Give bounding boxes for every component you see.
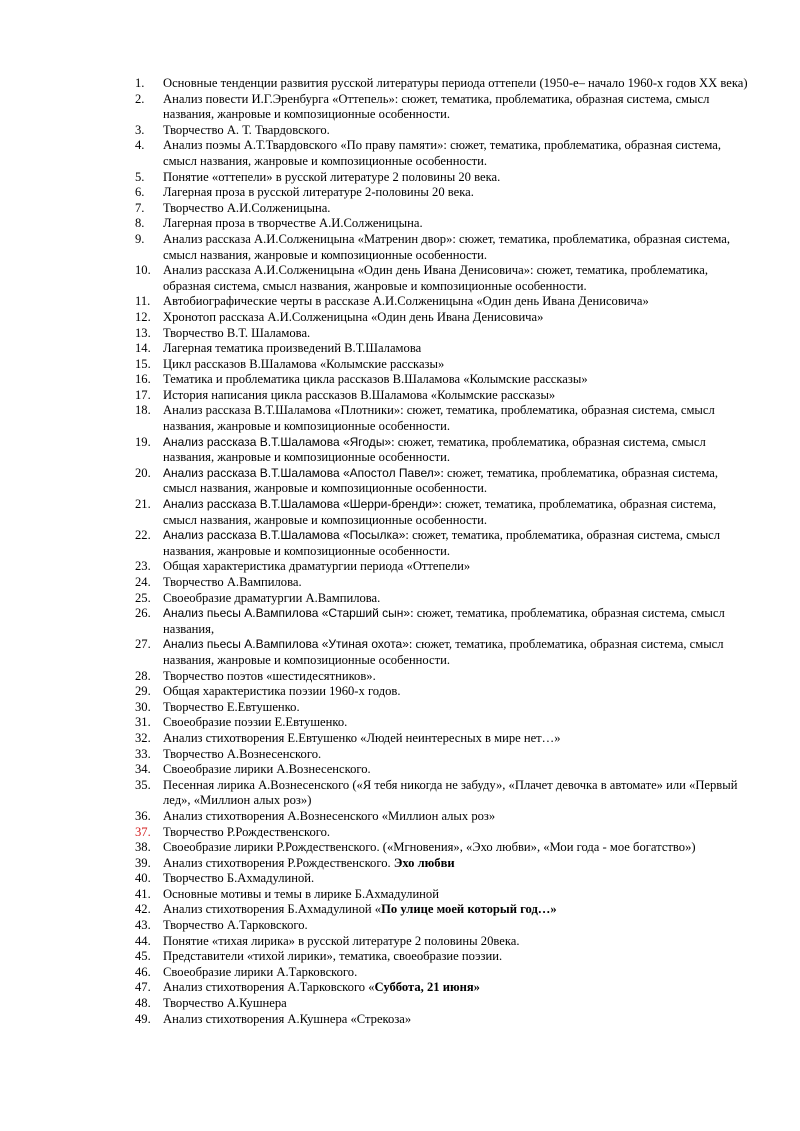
item-text: Общая характеристика драматургии периода «Оттепели» (163, 559, 471, 574)
list-item (135, 497, 750, 528)
item-bold-text: Эхо любви (393, 855, 455, 870)
list-item (135, 856, 750, 872)
item-text: : сюжет, тематика, проблематика, образная система, смысл названия, (163, 606, 725, 636)
item-number: 5. (135, 169, 145, 184)
list-item (135, 263, 750, 294)
item-text: Хронотоп рассказа А.И.Солженицына «Один день Ивана Денисовича» (163, 309, 544, 324)
item-text: Творчество А.Кушнера (163, 996, 287, 1011)
item-number: 45. (135, 949, 151, 964)
item-text: Творчество Е.Евтушенко. (163, 699, 300, 714)
item-text: Творчество А. Т. Твардовского. (163, 122, 330, 137)
list-item (135, 669, 750, 685)
item-number: 18. (135, 403, 151, 418)
item-lead-text: Анализ пьесы А.Вампилова «Утиная охота» (163, 637, 409, 652)
item-text: Тематика и проблематика цикла рассказов В.Шаламова «Колымские рассказы» (163, 372, 588, 387)
item-text: Своеобразие лирики А.Вознесенского. (163, 762, 371, 777)
list-item (135, 965, 750, 981)
item-number: 35. (135, 777, 151, 792)
list-item (135, 138, 750, 169)
item-text: Анализ рассказа А.И.Солженицына «Один день Ивана Денисовича»: сюжет, тематика, проблематика, образная система, смысл названия, жанровые и композиционные особенности. (163, 263, 708, 293)
item-number: 28. (135, 668, 151, 683)
item-number: 27. (135, 637, 151, 652)
item-number: 12. (135, 309, 151, 324)
item-lead-text: Анализ рассказа В.Т.Шаламова «Ягоды» (163, 434, 392, 449)
item-number: 16. (135, 372, 151, 387)
item-text: Своеобразие драматургии А.Вампилова. (163, 590, 381, 605)
item-bold-text: По улице моей который год…» (381, 902, 557, 917)
item-text: Анализ стихотворения Б.Ахмадулиной « (163, 902, 382, 917)
item-text: Творчество А.Вознесенского. (163, 746, 322, 761)
item-text: : сюжет, тематика, проблематика, образная система, смысл названия, жанровые и композиционные особенности. (163, 465, 718, 496)
list-item (135, 201, 750, 217)
item-number: 8. (135, 216, 145, 231)
list-item (135, 170, 750, 186)
item-text: Анализ стихотворения А.Вознесенского «Миллион алых роз» (163, 808, 496, 823)
list-item (135, 809, 750, 825)
item-lead-text: Анализ рассказа В.Т.Шаламова «Шерри-бренди» (163, 497, 439, 512)
item-number: 10. (135, 263, 151, 278)
item-number: 20. (135, 465, 151, 480)
item-text: : сюжет, тематика, проблематика, образная система, смысл названия, жанровые и композиционные особенности. (163, 497, 717, 527)
list-item (135, 466, 750, 497)
list-item (135, 825, 750, 841)
item-text: Своеобразие поэзии Е.Евтушенко. (163, 715, 348, 730)
list-item (135, 762, 750, 778)
list-item (135, 1012, 750, 1028)
list-item (135, 326, 750, 342)
list-item (135, 606, 750, 637)
list-item (135, 310, 750, 326)
item-text: Творчество В.Т. Шаламова. (163, 325, 311, 340)
item-number: 24. (135, 575, 151, 589)
item-number: 26. (135, 606, 151, 621)
item-number: 25. (135, 590, 151, 605)
item-text: Представители «тихой лирики», тематика, своеобразие поэзии. (163, 949, 503, 964)
item-number: 41. (135, 886, 151, 901)
list-item (135, 357, 750, 373)
item-number: 46. (135, 964, 151, 979)
topics-list (135, 76, 750, 1027)
list-item (135, 840, 750, 856)
item-number: 23. (135, 559, 151, 574)
item-text: Анализ рассказа В.Т.Шаламова «Плотники»: сюжет, тематика, проблематика, образная система, смысл названия, жанровые и композиционные особенности. (163, 403, 715, 434)
item-number: 14. (135, 341, 151, 356)
item-number: 42. (135, 902, 151, 917)
list-item (135, 887, 750, 903)
list-item (135, 216, 750, 232)
item-text: Автобиографические черты в рассказе А.И.Солженицына «Один день Ивана Денисовича» (163, 294, 649, 309)
list-item (135, 185, 750, 201)
item-number: 19. (135, 434, 151, 449)
item-number: 2. (135, 91, 145, 106)
item-text: История написания цикла рассказов В.Шаламова «Колымские рассказы» (163, 387, 556, 402)
item-number: 11. (135, 294, 151, 309)
list-item (135, 934, 750, 950)
item-text: Анализ рассказа А.И.Солженицына «Матренин двор»: сюжет, тематика, проблематика, образная система, смысл названия, жанровые и композиционные особенности. (163, 231, 730, 262)
list-item (135, 871, 750, 887)
item-text: : сюжет, тематика, проблематика, образная система, смысл названия, жанровые и композиционные особенности. (163, 434, 706, 465)
item-number: 21. (135, 497, 151, 512)
item-number: 37. (135, 824, 151, 839)
list-item (135, 684, 750, 700)
list-item (135, 591, 750, 607)
item-number: 1. (135, 76, 145, 90)
list-item (135, 341, 750, 357)
list-item (135, 92, 750, 123)
item-text: Лагерная тематика произведений В.Т.Шаламова (163, 341, 422, 356)
item-number: 3. (135, 122, 145, 137)
item-text: Песенная лирика А.Вознесенского («Я тебя никогда не забуду», «Плачет девочка в автомате» или «Первый лед», «Миллион алых роз») (163, 777, 738, 808)
item-number: 47. (135, 980, 151, 995)
item-text: Творчество А.И.Солженицына. (163, 200, 331, 215)
item-text: Анализ стихотворения А.Кушнера «Стрекоза» (163, 1011, 412, 1026)
item-text: Основные тенденции развития русской литературы периода оттепели (1950-е– начало 1960-х годов ХХ века) (163, 76, 748, 90)
item-number: 48. (135, 996, 151, 1011)
item-number: 38. (135, 840, 151, 855)
item-number: 30. (135, 699, 151, 714)
list-item (135, 559, 750, 575)
list-item (135, 388, 750, 404)
item-text: Анализ стихотворения А.Тарковского « (163, 980, 375, 995)
item-bold-text: Суббота, 21 июня» (374, 980, 480, 995)
list-item (135, 575, 750, 591)
item-number: 4. (135, 138, 145, 153)
item-number: 34. (135, 762, 151, 777)
item-text: Основные мотивы и темы в лирике Б.Ахмадулиной (163, 886, 439, 901)
list-item (135, 637, 750, 668)
item-number: 13. (135, 325, 151, 340)
item-number: 39. (135, 855, 151, 870)
item-number: 6. (135, 185, 145, 200)
item-text: Творчество А.Вампилова. (163, 575, 302, 589)
item-lead-text: Анализ пьесы А.Вампилова «Старший сын» (163, 606, 411, 621)
item-text: Своеобразие лирики А.Тарковского. (163, 964, 358, 979)
list-item (135, 996, 750, 1012)
item-lead-text: Анализ рассказа В.Т.Шаламова «Посылка» (163, 528, 406, 543)
item-text: Анализ стихотворения Р.Рождественского. (163, 855, 394, 870)
item-lead-text: Анализ рассказа В.Т.Шаламова «Апостол Павел» (163, 465, 441, 480)
item-number: 31. (135, 715, 151, 730)
item-text: Общая характеристика поэзии 1960-х годов. (163, 684, 401, 699)
item-text: Лагерная проза в русской литературе 2-половины 20 века. (163, 185, 474, 200)
list-item (135, 403, 750, 434)
item-number: 22. (135, 528, 151, 543)
item-number: 7. (135, 200, 145, 215)
item-text: : сюжет, тематика, проблематика, образная система, смысл названия, жанровые и композиционные особенности. (163, 528, 721, 558)
item-text: : сюжет, тематика, проблематика, образная система, смысл названия, жанровые и композиционные особенности. (163, 637, 724, 667)
item-number: 49. (135, 1011, 151, 1026)
item-text: Творчество поэтов «шестидесятников». (163, 668, 376, 683)
list-item (135, 372, 750, 388)
list-item (135, 294, 750, 310)
list-item (135, 715, 750, 731)
item-number: 40. (135, 871, 151, 886)
item-text: Своеобразие лирики Р.Рождественского. («Мгновения», «Эхо любви», «Мои года - мое богатство») (163, 840, 696, 855)
item-text: Творчество Р.Рождественского. (163, 824, 331, 839)
item-text: Цикл рассказов В.Шаламова «Колымские рассказы» (163, 356, 445, 371)
item-number: 33. (135, 746, 151, 761)
list-item (135, 123, 750, 139)
list-item (135, 700, 750, 716)
list-item (135, 731, 750, 747)
item-number: 17. (135, 387, 151, 402)
list-item (135, 747, 750, 763)
list-item (135, 949, 750, 965)
list-item (135, 435, 750, 466)
item-number: 43. (135, 918, 151, 933)
item-number: 29. (135, 684, 151, 699)
list-item (135, 918, 750, 934)
item-text: Анализ повести И.Г.Эренбурга «Оттепель»: сюжет, тематика, проблематика, образная система, смысл названия, жанровые и композиционные особенности. (163, 91, 710, 122)
item-text: Понятие «тихая лирика» в русской литературе 2 половины 20века. (163, 933, 520, 948)
item-text: Анализ стихотворения Е.Евтушенко «Людей неинтересных в мире нет…» (163, 730, 561, 745)
item-text: Творчество Б.Ахмадулиной. (163, 871, 315, 886)
list-item (135, 528, 750, 559)
item-number: 32. (135, 730, 151, 745)
item-number: 36. (135, 808, 151, 823)
item-text: Лагерная проза в творчестве А.И.Солженицына. (163, 216, 423, 231)
item-text: Анализ поэмы А.Т.Твардовского «По праву памяти»: сюжет, тематика, проблематика, образная система, смысл названия, жанровые и композиционные особенности. (163, 138, 722, 168)
list-item (135, 232, 750, 263)
list-item (135, 980, 750, 996)
list-item (135, 778, 750, 809)
item-number: 44. (135, 933, 151, 948)
list-item (135, 76, 750, 92)
item-number: 9. (135, 231, 145, 246)
list-item (135, 902, 750, 918)
item-text: Понятие «оттепели» в русской литературе 2 половины 20 века. (163, 169, 501, 184)
item-number: 15. (135, 356, 151, 371)
item-text: Творчество А.Тарковского. (163, 918, 308, 933)
